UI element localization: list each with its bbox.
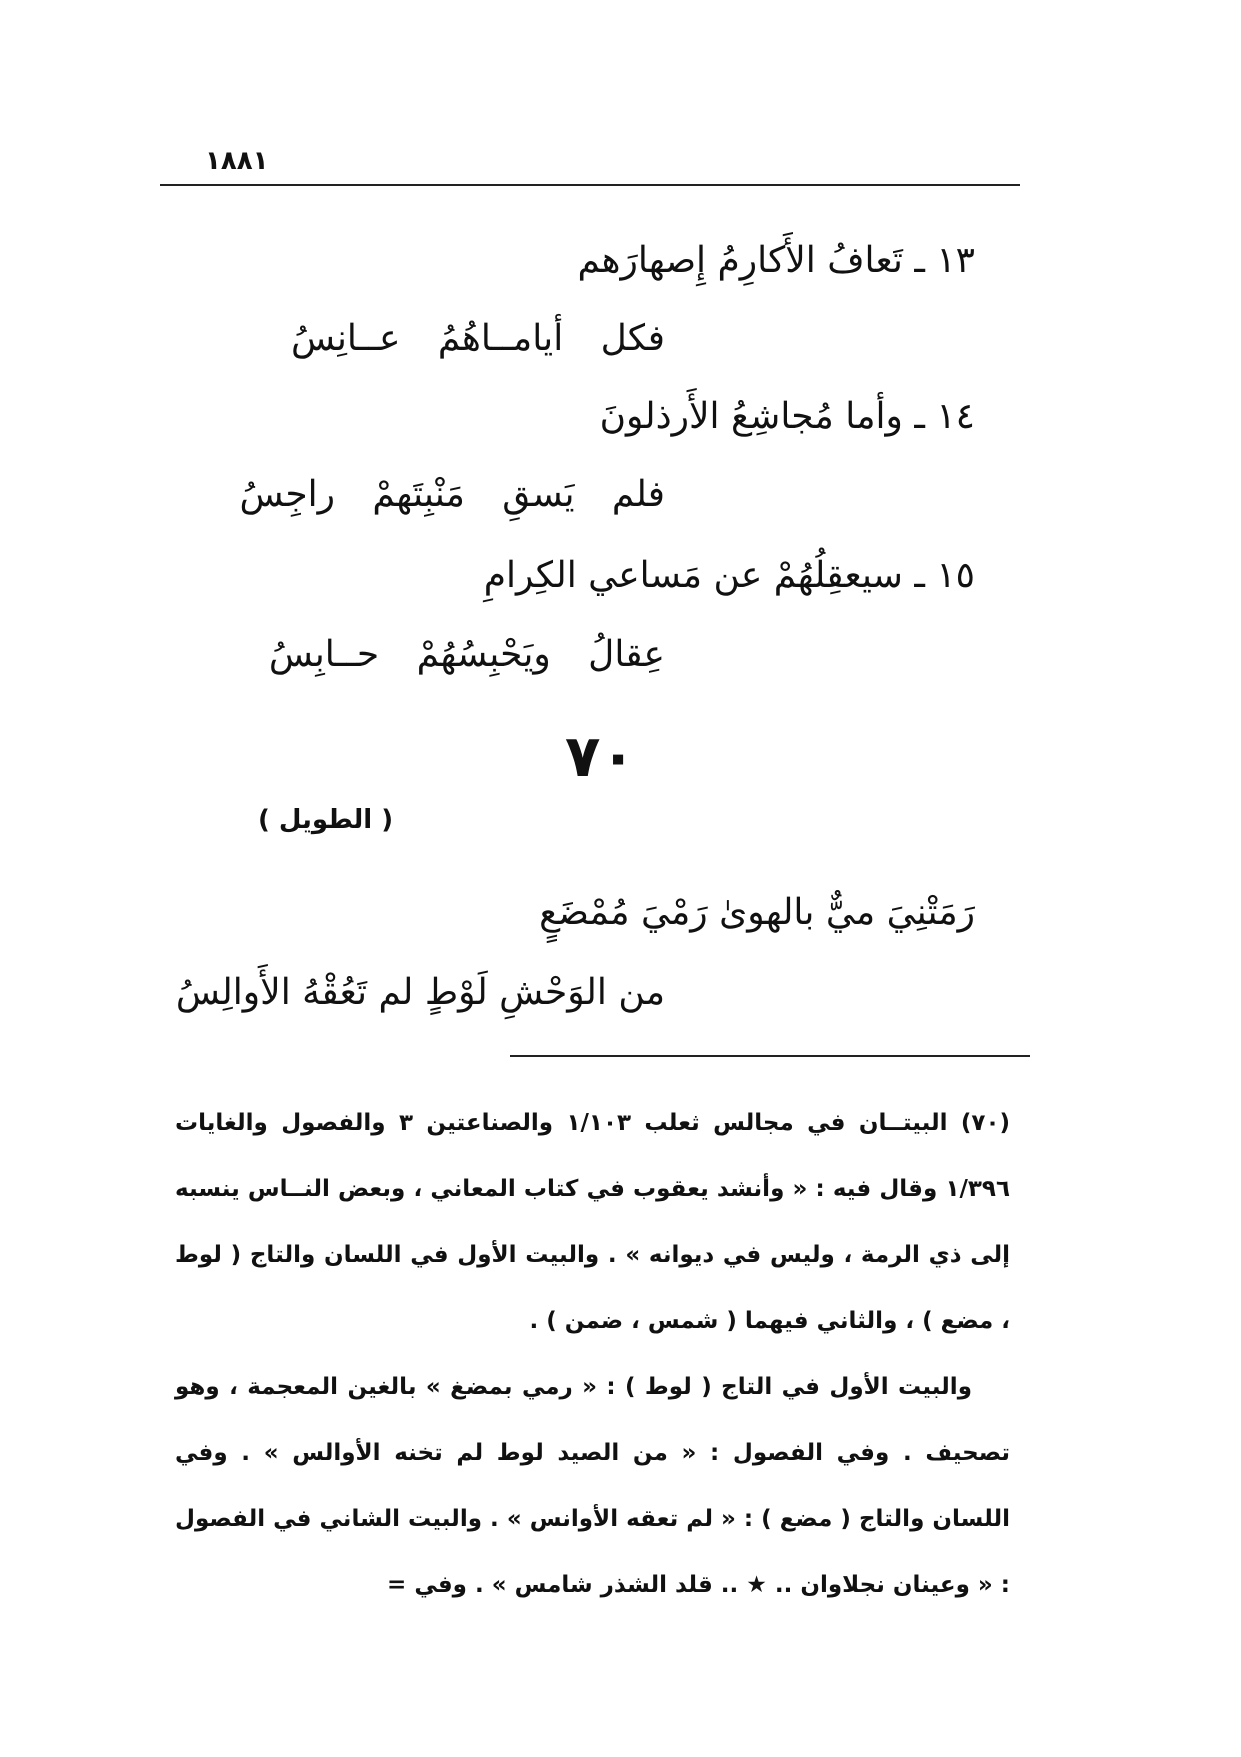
verse-15-second-hemistich: عِقالُ ويَحْبِسُهُمْ حــابِسُ (268, 634, 665, 675)
verse-15-first-hemistich: ١٥ ـ سيعقِلُهُمْ عن مَساعي الكِرامِ (483, 555, 975, 596)
footnote (175, 1090, 1010, 1618)
section-verse-second-hemistich: من الوَحْشِ لَوْطٍ لم تَعُقْهُ الأَوالِسُ (175, 972, 665, 1013)
meter-label: ( الطويل ) (258, 805, 394, 835)
verse-14-second-hemistich: فلم يَسقِ مَنْبِتَهمْ راجِسُ (239, 474, 665, 515)
footnote-paragraph-1: (٧٠) البيتــان في مجالس ثعلب ١/١٠٣ والصناعتين ٣ والفصول والغايات ١/٣٩٦ وقال فيه : « وأنشد يعقوب في كتاب المعاني ، وبعض النــاس ينسبه إلى ذي الرمة ، وليس في ديوانه » . والبيت الأول في اللسان والتاج ( لوط ، مضع ) ، والثاني فيهما ( شمس ، ضمن ) . (175, 1110, 1010, 1334)
section-verse-first-hemistich: رَمَتْنِيَ ميٌّ بالهوىٰ رَمْيَ مُمْضَعٍ (539, 892, 975, 933)
section-number: ٧٠ (565, 722, 636, 790)
verse-13-second-hemistich: فكل أيامــاهُمُ عــانِسُ (291, 318, 665, 359)
page-number: ١٨٨١ (205, 146, 269, 176)
verse-13-first-hemistich: ١٣ ـ تَعافُ الأَكارِمُ إِصهارَهم (577, 240, 975, 281)
header-rule (160, 184, 1020, 186)
verse-14-first-hemistich: ١٤ ـ وأما مُجاشِعُ الأَرذلونَ (599, 396, 975, 437)
footnote-paragraph-2: والبيت الأول في التاج ( لوط ) : « رمي بمضغ » بالغين المعجمة ، وهو تصحيف . وفي الفصول : « من الصيد لوط لم تخنه الأوالس » . وفي اللسان والتاج ( مضع ) : « لم تعقه الأوانس » . والبيت الشاني في الفصول : « وعينان نجلاوان .. ★ .. قلد الشذر شامس » . وفي = (175, 1374, 1010, 1598)
footnote-rule (510, 1055, 1030, 1057)
